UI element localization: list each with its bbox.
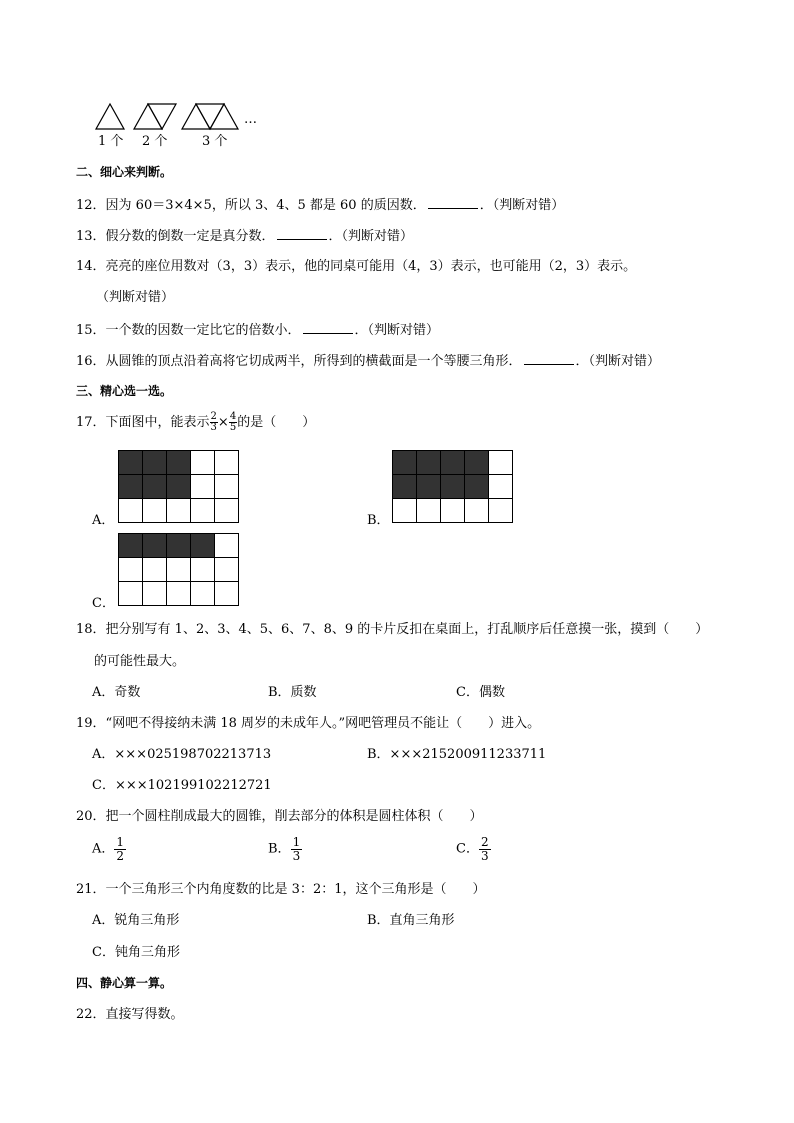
question-21-text: 21．一个三角形三个内角度数的比是 3：2：1，这个三角形是（ ） <box>76 882 486 897</box>
grid-cell-empty <box>441 499 465 523</box>
grid-cell-shaded <box>167 534 191 558</box>
grid-cell-empty <box>143 558 167 582</box>
question-19-option-b[interactable]: B．×××215200911233711 <box>367 747 547 762</box>
grid-cell-shaded <box>119 534 143 558</box>
option-a-label[interactable]: A． <box>92 513 115 528</box>
grid-table <box>118 533 239 606</box>
triangle-label-3: 3 个 <box>202 134 228 149</box>
question-15 <box>76 322 439 337</box>
question-14-line1: 14．亮亮的座位用数对（3，3）表示，他的同桌可能用（4，3）表示，也可能用（2，3）表示。 <box>76 259 637 274</box>
grid-cell-shaded <box>191 534 215 558</box>
option-b-label[interactable]: B． <box>367 513 390 528</box>
grid-cell-empty <box>215 582 239 606</box>
question-21-option-a[interactable]: A．锐角三角形 <box>92 913 180 928</box>
grid-cell-empty <box>143 582 167 606</box>
question-19-option-c[interactable]: C．×××102199102212721 <box>92 778 272 793</box>
grid-option-b[interactable] <box>392 450 513 523</box>
section-3-title: 三、精心选一选。 <box>76 384 173 398</box>
option-c-label[interactable]: C． <box>92 596 115 611</box>
triangle-pattern-figure <box>94 102 264 132</box>
question-17-suffix: 的是（ ） <box>237 415 316 430</box>
answer-blank[interactable] <box>303 322 353 334</box>
question-21-option-c[interactable]: C．钝角三角形 <box>92 945 180 960</box>
grid-cell-empty <box>489 475 513 499</box>
answer-blank[interactable] <box>277 228 327 240</box>
grid-cell-empty <box>167 582 191 606</box>
grid-cell-empty <box>119 582 143 606</box>
grid-cell-shaded <box>393 451 417 475</box>
grid-cell-empty <box>489 499 513 523</box>
grid-option-a[interactable] <box>118 450 239 523</box>
grid-cell-empty <box>191 558 215 582</box>
triangle-label-1: 1 个 <box>98 134 124 149</box>
grid-cell-empty <box>215 499 239 523</box>
question-16-text: 16．从圆锥的顶点沿着高将它切成两半，所得到的横截面是一个等腰三角形． <box>76 354 522 369</box>
grid-table <box>392 450 513 523</box>
question-15-text: 15．一个数的因数一定比它的倍数小． <box>76 323 301 338</box>
grid-cell-shaded <box>393 475 417 499</box>
question-17 <box>76 412 315 433</box>
grid-cell-empty <box>191 499 215 523</box>
fraction-one-third: $\frac{1}{3}$ <box>292 835 301 863</box>
question-20-option-a[interactable]: A． $\frac{1}{2}$ <box>92 835 125 863</box>
section-2-title: 二、细心来判断。 <box>76 165 173 179</box>
question-18-option-a[interactable]: A．奇数 <box>92 685 141 700</box>
question-16 <box>76 353 660 368</box>
question-20-text: 20．把一个圆柱削成最大的圆锥，削去部分的体积是圆柱体积（ ） <box>76 809 483 824</box>
question-21-option-b[interactable]: B．直角三角形 <box>367 913 455 928</box>
times-sign: × <box>217 415 229 430</box>
grid-cell-empty <box>191 582 215 606</box>
question-19-text: 19．“网吧不得接纳未满 18 周岁的未成年人。”网吧管理员不能让（ ）进入。 <box>76 716 541 731</box>
grid-cell-empty <box>167 499 191 523</box>
question-19-option-a[interactable]: A．×××025198702213713 <box>92 747 272 762</box>
grid-cell-empty <box>191 475 215 499</box>
grid-cell-shaded <box>465 451 489 475</box>
grid-cell-shaded <box>119 451 143 475</box>
grid-cell-shaded <box>417 475 441 499</box>
question-13 <box>76 228 413 243</box>
grid-option-c[interactable] <box>118 533 239 606</box>
grid-cell-shaded <box>143 451 167 475</box>
fraction-two-thirds: $\frac{2}{3}$ <box>210 411 217 433</box>
question-13-text: 13．假分数的倒数一定是真分数． <box>76 229 275 244</box>
question-12-tail: ．（判断对错） <box>479 198 565 213</box>
question-18-option-c[interactable]: C．偶数 <box>456 685 505 700</box>
grid-cell-empty <box>393 499 417 523</box>
question-13-tail: ．（判断对错） <box>328 229 414 244</box>
grid-cell-empty <box>215 475 239 499</box>
grid-cell-empty <box>119 558 143 582</box>
question-20-option-c[interactable]: C． $\frac{2}{3}$ <box>456 835 489 863</box>
answer-blank[interactable] <box>428 197 478 209</box>
grid-cell-shaded <box>167 475 191 499</box>
grid-cell-shaded <box>143 534 167 558</box>
grid-cell-empty <box>215 534 239 558</box>
grid-cell-shaded <box>441 451 465 475</box>
grid-cell-shaded <box>143 475 167 499</box>
fraction-one-half: $\frac{1}{2}$ <box>116 835 125 863</box>
question-15-tail: ．（判断对错） <box>354 323 440 338</box>
triangle-label-2: 2 个 <box>142 134 168 149</box>
grid-cell-empty <box>417 499 441 523</box>
grid-table <box>118 450 239 523</box>
grid-cell-empty <box>191 451 215 475</box>
grid-cell-empty <box>215 451 239 475</box>
fraction-four-fifths: $\frac{4}{5}$ <box>229 411 237 433</box>
question-18-option-b[interactable]: B．质数 <box>268 685 317 700</box>
question-14-line2: （判断对错） <box>96 290 175 305</box>
question-12 <box>76 197 564 212</box>
question-16-tail: ．（判断对错） <box>575 354 661 369</box>
answer-blank[interactable] <box>524 353 574 365</box>
grid-cell-empty <box>215 558 239 582</box>
grid-cell-empty <box>167 558 191 582</box>
grid-cell-shaded <box>465 475 489 499</box>
question-20-option-b[interactable]: B． $\frac{1}{3}$ <box>268 835 301 863</box>
grid-cell-empty <box>489 451 513 475</box>
grid-cell-shaded <box>417 451 441 475</box>
question-18-line2: 的可能性最大。 <box>94 654 186 669</box>
fraction-two-thirds-option: $\frac{2}{3}$ <box>480 835 489 863</box>
grid-cell-empty <box>465 499 489 523</box>
grid-cell-shaded <box>441 475 465 499</box>
grid-cell-shaded <box>167 451 191 475</box>
question-22-text: 22．直接写得数。 <box>76 1007 184 1022</box>
ellipsis: … <box>244 112 257 127</box>
section-4-title: 四、静心算一算。 <box>76 976 173 990</box>
grid-cell-shaded <box>119 475 143 499</box>
grid-cell-empty <box>143 499 167 523</box>
question-17-prefix: 17．下面图中，能表示 <box>76 415 210 430</box>
question-12-text: 12．因为 60＝3×4×5，所以 3、4、5 都是 60 的质因数． <box>76 198 426 213</box>
grid-cell-empty <box>119 499 143 523</box>
question-18-line1: 18．把分别写有 1、2、3、4、5、6、7、8、9 的卡片反扣在桌面上，打乱顺序后任意摸一张，摸到（ ） <box>76 622 709 637</box>
